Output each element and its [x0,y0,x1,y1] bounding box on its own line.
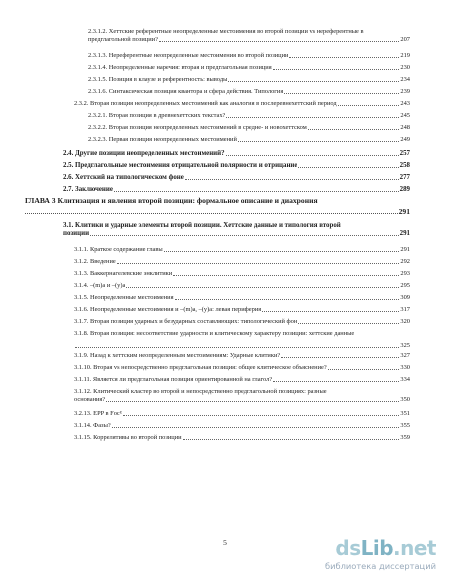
toc-entry[interactable] [63,150,410,158]
dot-leader [226,155,399,156]
toc-entry-title: 3.1. Клитики и ударные элементы второй позиции. Хеттские данные и типология второй [63,222,341,229]
toc-entry-page: 350 [400,396,410,403]
toc-entry-title: 3.1.6. Неопределенные местоимения и –(m)a, –(y)a: левая периферия [74,306,262,313]
toc-entry-page: 317 [400,306,410,313]
toc-entry[interactable] [88,88,410,96]
toc-entry-title: 2.5. Предглагольные местоимения отрицательной полярности и отрицание [63,162,298,169]
toc-entry-title: 3.1.5. Неопределенные местоимения [74,294,174,301]
toc-entry-page: 359 [400,434,410,441]
toc-entry-title: 3.1.14. Фазы? [74,422,111,429]
toc-entry-page: 295 [400,282,410,289]
toc-entry-page: 258 [399,162,410,169]
toc-entry-title: 3.1.9. Назад к хеттским неопределенным местоимениям: Ударные клитики? [74,352,281,359]
toc-entry[interactable] [63,174,410,182]
toc-entry-page: 325 [400,342,410,349]
watermark-brand: dsLib.net [335,536,436,560]
chapter-page: 291 [398,207,410,216]
toc-entry-title-cont: предглагольной позиции? [88,36,158,43]
toc-entry-title: 2.3.1.6. Синтаксическая позиция квантора и сфера действия. Типология [88,88,284,95]
toc-entry-title: 2.3.2. Вторая позиция неопределенных местоимений как аналогия в послеревнехеттский период [74,100,337,107]
toc-entry-title: 2.7. Заключение [63,186,113,193]
toc-entry[interactable] [88,28,410,44]
toc-entry[interactable] [74,330,410,350]
toc-entry[interactable] [88,136,410,144]
toc-entry-title: 3.2.13. EPP в Focᴱ [74,410,123,417]
toc-entry[interactable] [74,410,410,418]
dot-leader [173,275,399,276]
toc-entry-title: 3.1.15. Коррелятивы во второй позиции [74,434,182,441]
toc-entry[interactable] [74,282,410,290]
dot-leader [226,117,399,118]
dot-leader [289,57,399,58]
toc-entry[interactable] [74,434,410,442]
dot-leader [273,69,400,70]
dot-leader [164,251,400,252]
toc-entry[interactable] [74,364,410,372]
dot-leader [238,141,400,142]
toc-entry-title: 2.4. Другие позиции неопределенных местоимений? [63,150,225,157]
dot-leader [228,81,399,82]
toc-entry[interactable] [74,258,410,266]
toc-entry-title: 2.3.1.5. Позиция в клаузе и референтность: выводы [88,76,228,83]
toc-entry-title: 3.1.8. Вторая позиция: несоответствие ударности и клитическому характеру позиции: хеттские данные [74,330,355,337]
watermark-subtitle: библиотека диссертаций [324,561,436,571]
toc-entry-page: 277 [399,174,410,181]
dot-leader [159,41,400,42]
toc-entry-title: 3.1.1. Краткое содержание главы [74,246,163,253]
toc-entry-page: 320 [400,318,410,325]
dot-leader [308,129,400,130]
toc-entry-page: 309 [400,294,410,301]
toc-entry[interactable] [74,388,410,404]
toc-entry-title: 3.1.3. Ваккернагелевские энклитики [74,270,173,277]
dot-leader [112,427,400,428]
dot-leader [183,439,400,440]
dot-leader [338,105,400,106]
toc-entry-title: 2.3.2.1. Вторая позиция в древнехеттских текстах? [88,112,226,119]
dot-leader [106,401,399,402]
toc-entry-title: 2.6. Хеттский на типологическом фоне [63,174,184,181]
dot-leader [75,347,399,348]
toc-entry[interactable] [63,186,410,194]
watermark-logo[interactable] [322,536,442,576]
toc-entry[interactable] [88,64,410,72]
dot-leader [126,287,399,288]
dot-leader [284,93,399,94]
toc-entry-page: 239 [400,88,410,95]
toc-entry-page: 292 [400,258,410,265]
toc-entry[interactable] [88,112,410,120]
toc-entry[interactable] [74,294,410,302]
toc-entry[interactable] [74,270,410,278]
toc-entry[interactable] [88,124,410,132]
chapter-heading[interactable]: ГЛАВА 3 Клитизация и явления второй позиции: формальное описание и диахрония [25,196,318,205]
dot-leader [262,311,399,312]
toc-entry-page: 291 [400,246,410,253]
toc-entry-page: 293 [400,270,410,277]
toc-entry-page: 249 [400,136,410,143]
toc-entry-page: 355 [400,422,410,429]
toc-entry-page: 327 [400,352,410,359]
toc-entry-page: 230 [400,64,410,71]
toc-entry-page: 291 [399,230,410,237]
toc-entry[interactable] [74,246,410,254]
dot-leader [298,167,398,168]
toc-entry-title: 2.3.1.4. Неопределенные наречия: вторая и предглагольная позиция [88,64,272,71]
toc-entry[interactable] [74,100,410,108]
dot-leader [328,369,400,370]
toc-entry[interactable] [74,352,410,360]
dot-leader [281,357,399,358]
dot-leader [117,263,400,264]
page-number: 5 [223,538,227,547]
toc-entry-title-cont: позиции [63,230,90,237]
toc-entry-page: 330 [400,364,410,371]
toc-entry-title: 2.3.2.3. Первая позиция неопределенных местоимений [88,136,237,143]
toc-entry[interactable] [88,52,410,60]
toc-entry-title: 3.1.12. Клитический кластер во второй и непосредственно предглагольной позициях: разные [74,388,327,395]
toc-entry-page: 289 [399,186,410,193]
dot-leader [114,191,399,192]
dot-leader [273,381,399,382]
dot-leader [25,213,398,214]
toc-entry[interactable] [74,376,410,384]
toc-entry[interactable] [74,306,410,314]
toc-entry[interactable] [63,222,410,238]
toc-entry-title: 3.1.4. –(m)a и –(y)a [74,282,126,289]
toc-entry[interactable] [74,422,410,430]
toc-entry-title-cont: основания? [74,396,106,403]
chapter-page-line [25,207,410,216]
toc-entry-page: 243 [400,100,410,107]
toc-entry-page: 207 [400,36,410,43]
dot-leader [90,235,399,236]
toc-entry-page: 234 [400,76,410,83]
toc-entry[interactable] [63,162,410,170]
toc-entry-title: 3.1.7. Вторая позиция ударных и безударных составляющих: типологический фон [74,318,298,325]
dot-leader [185,179,399,180]
toc-entry-page: 334 [400,376,410,383]
dot-leader [175,299,400,300]
toc-entry-title: 3.1.10. Вторая vs непосредственно предглагольная позиция: общее клитическое объяснение? [74,364,327,371]
toc-entry-title: 2.3.2.2. Вторая позиция неопределенных местоимений в средне- и новохеттском [88,124,307,131]
toc-entry-page: 257 [399,150,410,157]
dot-leader [298,323,399,324]
toc-entry-page: 351 [400,410,410,417]
toc-entry-title: 2.3.1.2. Хеттские референтные неопределенные местоимения во второй позиции vs нереферентные в [88,28,364,35]
toc-entry-page: 219 [400,52,410,59]
dot-leader [123,415,399,416]
toc-entry-title: 2.3.1.3. Нереферентные неопределенные местоимения во второй позиции [88,52,289,59]
toc-entry[interactable] [74,318,410,326]
toc-entry-page: 245 [400,112,410,119]
toc-entry-page: 248 [400,124,410,131]
toc-entry-title: 3.1.11. Является ли предглагольная позиция ориентированной на глагол? [74,376,273,383]
toc-entry-title: 3.1.2. Введение [74,258,116,265]
toc-entry[interactable] [88,76,410,84]
